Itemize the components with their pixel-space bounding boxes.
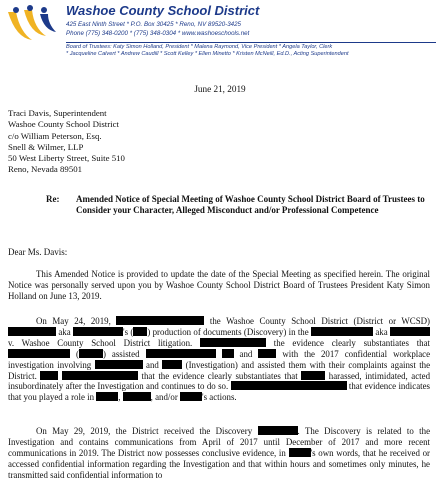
- paragraph-text: , and/or: [150, 392, 178, 403]
- paragraph-text: aka: [58, 326, 71, 337]
- redaction-bar: [180, 392, 202, 401]
- re-label: Re:: [46, 194, 60, 204]
- paragraph-text: On May 29, 2019, the District received the Discovery: [36, 426, 253, 436]
- redaction-bar: [258, 349, 276, 358]
- paragraph-text: that evidence indicates that you played a role in: [8, 381, 430, 403]
- recipient-line: Traci Davis, Superintendent: [8, 108, 107, 118]
- paragraph-text: (Investigation) and assisted them with their complaints against the District.: [8, 359, 431, 381]
- redaction-bar: [133, 327, 147, 336]
- paragraph-text: ) assisted: [102, 348, 140, 359]
- paragraph-amended-notice: [8, 269, 430, 302]
- salutation: Dear Ms. Davis:: [8, 247, 68, 257]
- redaction-bar: [258, 426, 298, 435]
- paragraph-text: ) production of documents (Discovery) in the: [147, 326, 309, 337]
- recipient-line: c/o William Peterson, Esq.: [8, 130, 102, 141]
- district-logo: [6, 4, 58, 44]
- org-phone: Phone (775) 348-0200 * (775) 348-0304 * www.washoeschools.net: [66, 30, 250, 37]
- re-subject: Amended Notice of Special Meeting of Washoe County School District Board of Trustees to Consider your Character, Alleged Misconduct and/or Professional Competence: [76, 194, 425, 215]
- paragraph-text: 's (: [122, 326, 134, 337]
- org-address: 425 East Ninth Street * P.O. Box 30425 * Reno, NV 89520-3425: [66, 21, 241, 28]
- paragraph-text: that the evidence clearly substantiates that: [141, 370, 298, 381]
- redaction-bar: [311, 327, 373, 336]
- recipient-line: 50 West Liberty Street, Suite 510: [8, 153, 125, 164]
- trustees-line-1: Board of Trustees: Katy Simon Holland, President * Malena Raymond, Vice President * Angela Taylor, Clerk: [66, 44, 333, 50]
- recipient-line: Reno, Nevada 89501: [8, 164, 83, 175]
- recipient-line: Snell & Wilmer, LLP: [8, 141, 84, 152]
- redaction-bar: [96, 392, 121, 403]
- paragraph-text: On May 24, 2019,: [36, 316, 111, 326]
- redaction-bar: [162, 360, 182, 369]
- board-of-trustees: [66, 44, 438, 58]
- redaction-bar: [123, 392, 151, 401]
- recipient-line: Washoe County School District: [8, 119, 119, 130]
- paragraph-text: with the 2017 confidential workplace investigation involving: [8, 348, 431, 370]
- paragraph-text: This Amended Notice is provided to update the date of the Special Meeting as specified herein. The original Notice was personally served upon you by Washoe County School District Board of Trustees President Katy Simon Holland on June 13, 2019.: [8, 269, 430, 301]
- paragraph-text: 's actions.: [202, 392, 237, 403]
- paragraph-evidence: [8, 426, 430, 481]
- paragraph-text: harassed, intimidated, acted insubordinately after the Investigation and continues to do so.: [8, 370, 431, 392]
- paragraph-text: (: [76, 348, 79, 359]
- paragraph-text: ,: [118, 392, 121, 403]
- redaction-bar: [73, 327, 123, 336]
- redaction-bar: [231, 381, 347, 390]
- paragraph-text: the evidence clearly substantiates that: [273, 337, 431, 348]
- paragraph-text: 's own words, that he received or accessed confidential information regarding the Investigation and that within hours and sometimes only minutes, he transmitted said confidential information to: [8, 447, 430, 480]
- paragraph-text: the Washoe County School District (District or WCSD): [209, 316, 431, 326]
- redaction-bar: [116, 316, 204, 325]
- redaction-bar: [222, 349, 234, 358]
- paragraph-text: and: [146, 359, 159, 370]
- org-name: Washoe County School District: [66, 3, 260, 18]
- header-divider: [66, 42, 436, 43]
- redaction-bar: [146, 349, 216, 358]
- trustees-line-2: * Jacqueline Calvert * Andrew Caudill * Scott Kelley * Ellen Minetto * Kristen McNeill, Ed.D., Acting Superintendent: [66, 51, 349, 57]
- redaction-bar: [390, 327, 430, 336]
- paragraph-text: v. Washoe County School District litigation.: [8, 337, 193, 348]
- letter-date: June 21, 2019: [194, 84, 246, 94]
- redaction-bar: [95, 360, 143, 369]
- redaction-bar: [200, 338, 266, 347]
- paragraph-text: . The Discovery is related to the Investigation and contains communications from April of 2017 until December of 2017 and more recent communications in 2019. The District now possesses conclusive evidence, in: [8, 426, 431, 458]
- paragraph-text: aka: [375, 326, 388, 337]
- redaction-bar: [40, 371, 58, 380]
- recipient-address: [8, 108, 125, 176]
- paragraph-text: and: [239, 348, 253, 359]
- redaction-bar: [8, 327, 56, 336]
- redaction-bar: [62, 371, 138, 380]
- redaction-bar: [289, 448, 311, 457]
- redaction-bar: [8, 349, 70, 358]
- paragraph-discovery: [8, 316, 430, 403]
- redaction-bar: [301, 371, 325, 380]
- redaction-bar: [79, 349, 103, 358]
